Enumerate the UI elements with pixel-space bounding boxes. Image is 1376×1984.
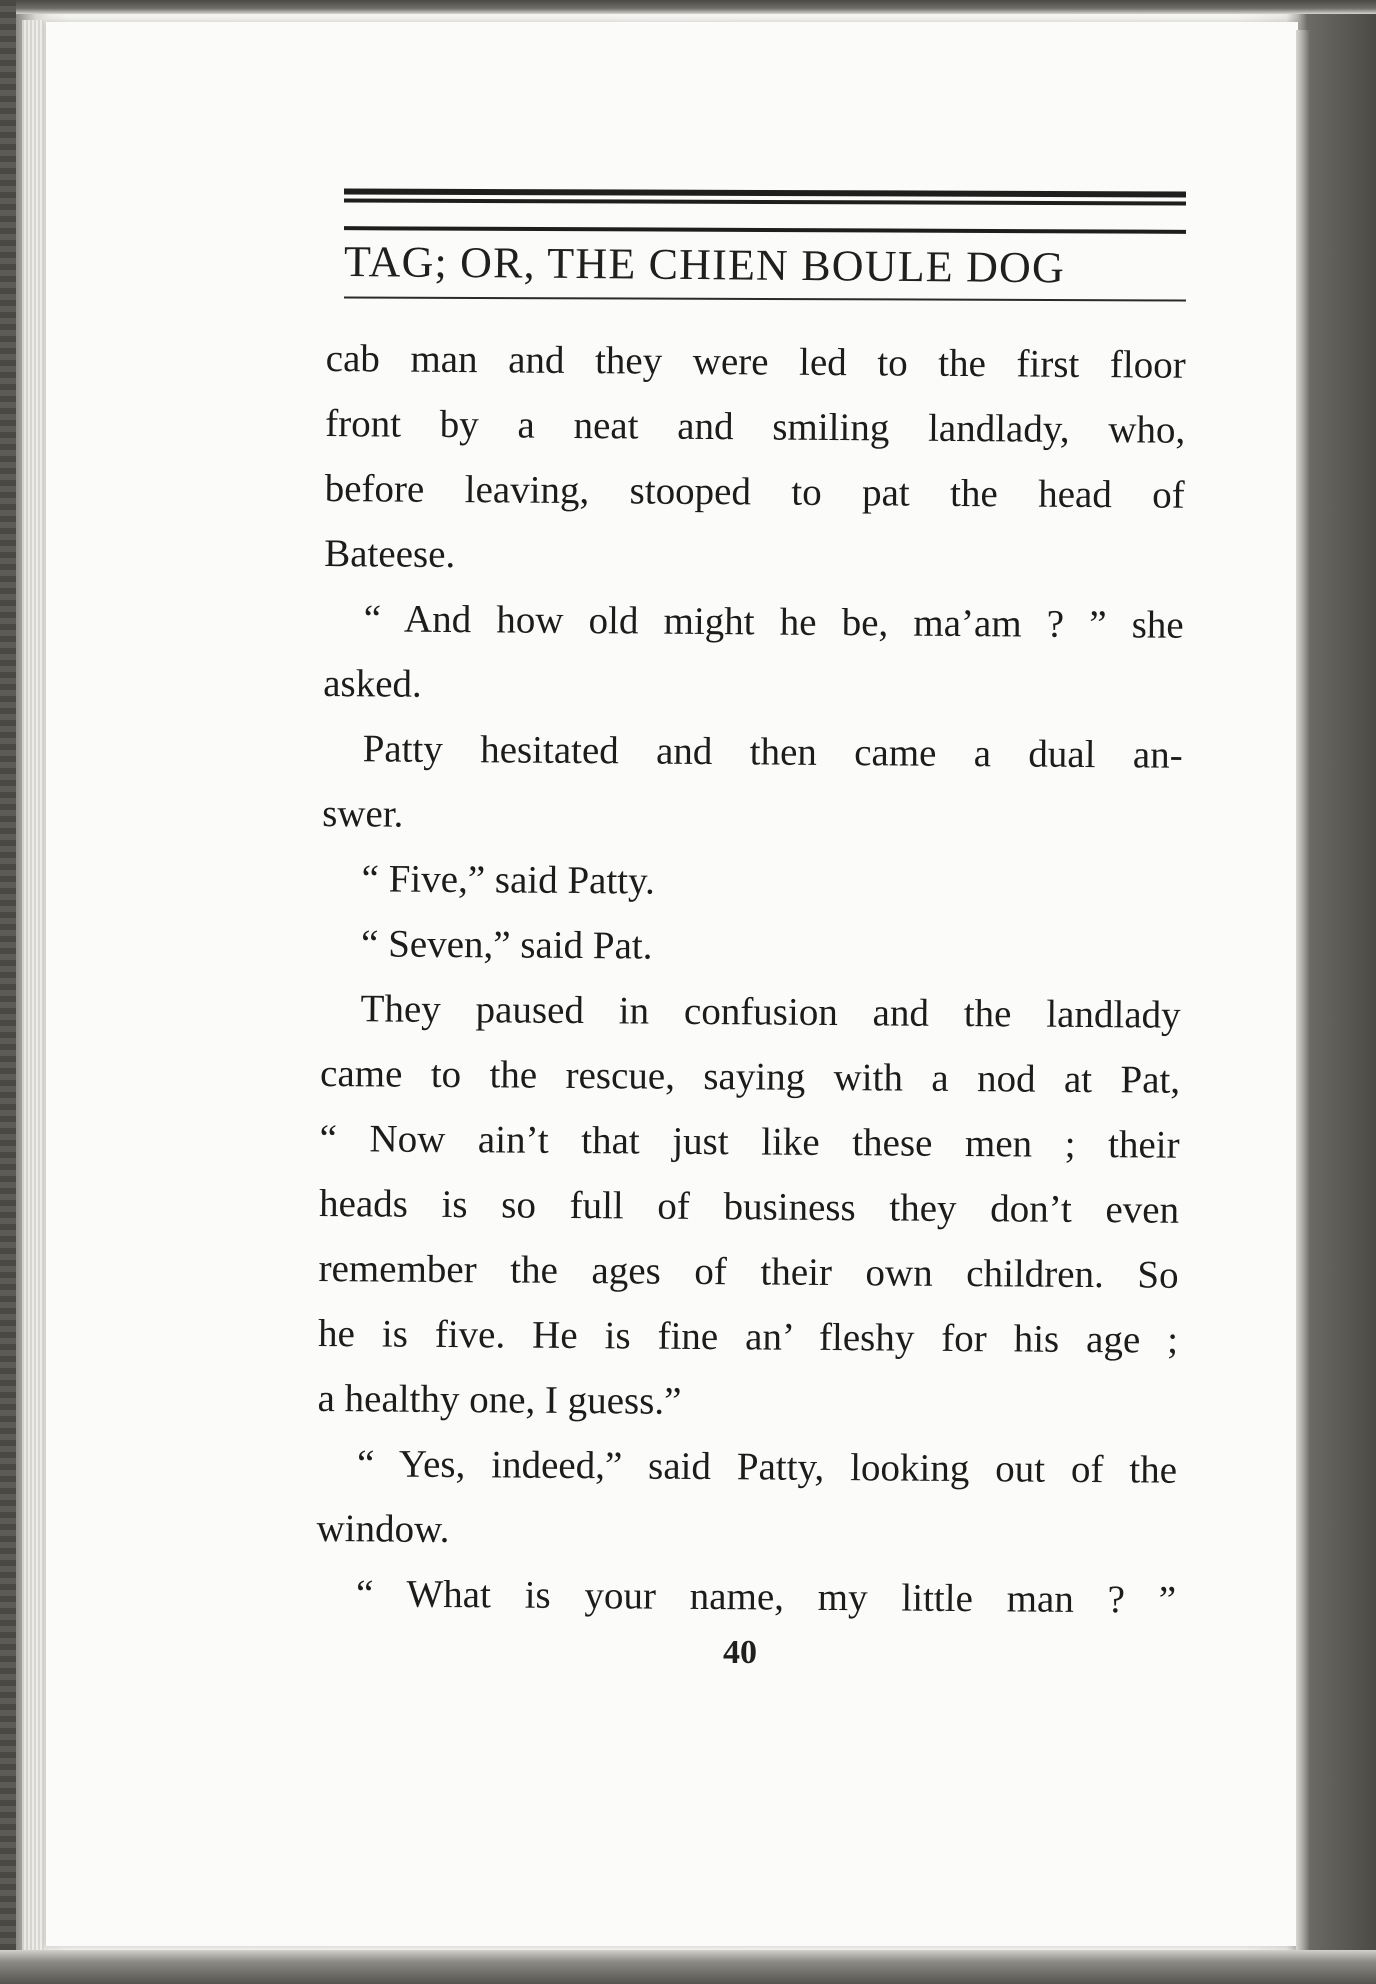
text-line: a healthy one, I guess.”	[317, 1376, 682, 1423]
text-line: swer.	[322, 791, 404, 836]
page-number: 40	[723, 1634, 757, 1671]
text-line: Bateese.	[324, 531, 456, 577]
book-binding-edge	[0, 0, 16, 1984]
text-line: front by a neat and smiling landlady, who,	[325, 401, 1186, 452]
text-line: heads is so full of business they don’t even	[318, 1181, 1180, 1232]
running-head: TAG; OR, THE CHIEN BOULE DOG	[343, 237, 1066, 293]
body-text	[316, 326, 1186, 1633]
text-line: “ Yes, indeed,” said Patty, looking out of the	[356, 1442, 1178, 1492]
text-line: window.	[316, 1506, 450, 1552]
text-line: “ Five,” said Patty.	[361, 857, 655, 903]
scan-bottom-edge	[0, 1950, 1376, 1984]
text-line: “ Seven,” said Pat.	[360, 922, 653, 968]
text-line: cab man and they were led to the first floor	[325, 336, 1186, 387]
scan-top-edge	[0, 0, 1376, 14]
text-line: “ What is your name, my little man ? ”	[355, 1572, 1177, 1622]
page-stack-left	[22, 20, 44, 1950]
text-line: Patty hesitated and then came a dual an-	[362, 727, 1183, 777]
page-stack-right	[1296, 30, 1310, 1950]
text-line: “ And how old might he be, ma’am ? ” she	[363, 597, 1184, 647]
text-line: remember the ages of their own children. So	[318, 1246, 1179, 1297]
text-line: he is five. He is fine an’ fleshy for his age ;	[317, 1311, 1179, 1362]
text-line: They paused in confusion and the landlady	[360, 987, 1181, 1037]
text-line: “ Now ain’t that just like these men ; their	[319, 1116, 1180, 1167]
text-line: came to the rescue, saying with a nod at Pat,	[319, 1051, 1181, 1102]
text-line: asked.	[323, 661, 422, 706]
text-line: before leaving, stooped to pat the head of	[324, 466, 1185, 517]
